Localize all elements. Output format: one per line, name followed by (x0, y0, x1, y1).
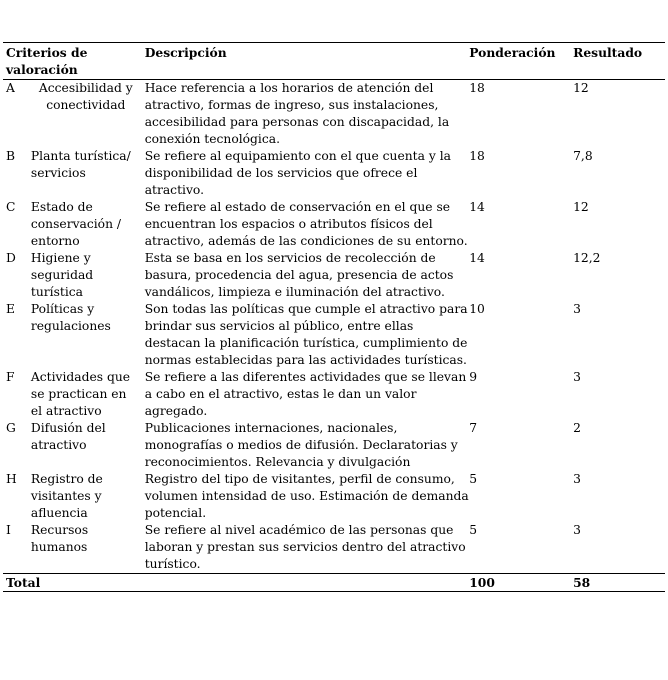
row-result: 3 (573, 302, 581, 316)
row-description: Hace referencia a los horarios de atención del atractivo, formas de ingreso, sus instalaciones, accesibilidad para personas con discapacidad, la conexión tecnológica. (144, 81, 450, 146)
row-letter: B (6, 149, 16, 163)
row-weight: 5 (469, 472, 478, 486)
header-description: Descripción (141, 43, 470, 80)
row-criterion: Accesibilidad y conectividad (38, 81, 133, 112)
row-letter: E (6, 302, 15, 316)
table-header-row (3, 43, 665, 80)
row-criterion: Higiene y seguridad turística (30, 251, 94, 299)
row-weight: 14 (469, 200, 485, 214)
header-result: Resultado (573, 43, 665, 80)
row-description: Registro del tipo de visitantes, perfil de consumo, volumen intensidad de uso. Estimación de demanda potencial. (144, 472, 469, 520)
total-description-empty (141, 574, 470, 592)
row-criterion: Recursos humanos (30, 523, 89, 554)
row-result: 3 (573, 370, 581, 384)
row-weight: 10 (469, 302, 485, 316)
row-letter: A (6, 81, 15, 95)
header-weight: Ponderación (469, 43, 573, 80)
row-description: Se refiere al equipamiento con el que cuenta y la disponibilidad de los servicios que ofrece el atractivo. (144, 149, 451, 197)
row-result: 2 (573, 421, 581, 435)
total-label: Total (3, 574, 141, 592)
table-row (3, 199, 665, 250)
row-description: Son todas las políticas que cumple el atractivo para brindar sus servicios al público, entre ellas destacan la planificación turística, cumplimiento de normas establecidas para las actividades turísticas. (144, 302, 468, 367)
table-row (3, 471, 665, 522)
row-result: 12 (573, 81, 589, 95)
row-criterion: Estado de conservación / entorno (30, 200, 122, 248)
row-result: 3 (573, 523, 581, 537)
row-letter: H (6, 472, 17, 486)
row-description: Se refiere al estado de conservación en el que se encuentran los espacios o atributos físicos del atractivo, además de las condiciones de su entorno. (144, 200, 468, 248)
row-weight: 9 (469, 370, 478, 384)
table-row (3, 250, 665, 301)
row-result: 7,8 (573, 149, 593, 163)
row-letter: C (6, 200, 16, 214)
row-criterion: Planta turística/ servicios (30, 149, 131, 180)
row-description: Esta se basa en los servicios de recolección de basura, procedencia del agua, presencia de actos vandálicos, limpieza e iluminación del atractivo. (144, 251, 454, 299)
row-letter: D (6, 251, 16, 265)
table-row (3, 148, 665, 199)
row-letter: I (6, 523, 11, 537)
total-weight: 100 (469, 574, 573, 592)
row-weight: 14 (469, 251, 485, 265)
row-letter: F (6, 370, 15, 384)
table-row (3, 420, 665, 471)
row-criterion: Actividades que se practican en el atractivo (30, 370, 131, 418)
row-weight: 5 (469, 523, 478, 537)
row-result: 3 (573, 472, 581, 486)
row-description: Publicaciones internaciones, nacionales, monografías o medios de difusión. Declaratorias y reconocimientos. Relevancia y divulgación (144, 421, 458, 469)
total-row (3, 574, 665, 592)
table-row (3, 80, 665, 149)
row-weight: 18 (469, 81, 485, 95)
row-criterion: Políticas y regulaciones (30, 302, 111, 333)
table-row (3, 369, 665, 420)
total-result: 58 (573, 574, 665, 592)
row-weight: 18 (469, 149, 485, 163)
row-letter: G (6, 421, 16, 435)
row-result: 12,2 (573, 251, 601, 265)
row-weight: 7 (469, 421, 478, 435)
row-criterion: Registro de visitantes y afluencia (30, 472, 103, 520)
row-result: 12 (573, 200, 589, 214)
header-criteria: Criterios de valoración (3, 43, 141, 80)
table-row (3, 522, 665, 574)
row-criterion: Difusión del atractivo (30, 421, 106, 452)
table-row (3, 301, 665, 369)
row-description: Se refiere al nivel académico de las personas que laboran y prestan sus servicios dentro del atractivo turístico. (144, 523, 466, 571)
evaluation-table (3, 42, 665, 592)
row-description: Se refiere a las diferentes actividades que se llevan a cabo en el atractivo, estas le dan un valor agregado. (144, 370, 467, 418)
